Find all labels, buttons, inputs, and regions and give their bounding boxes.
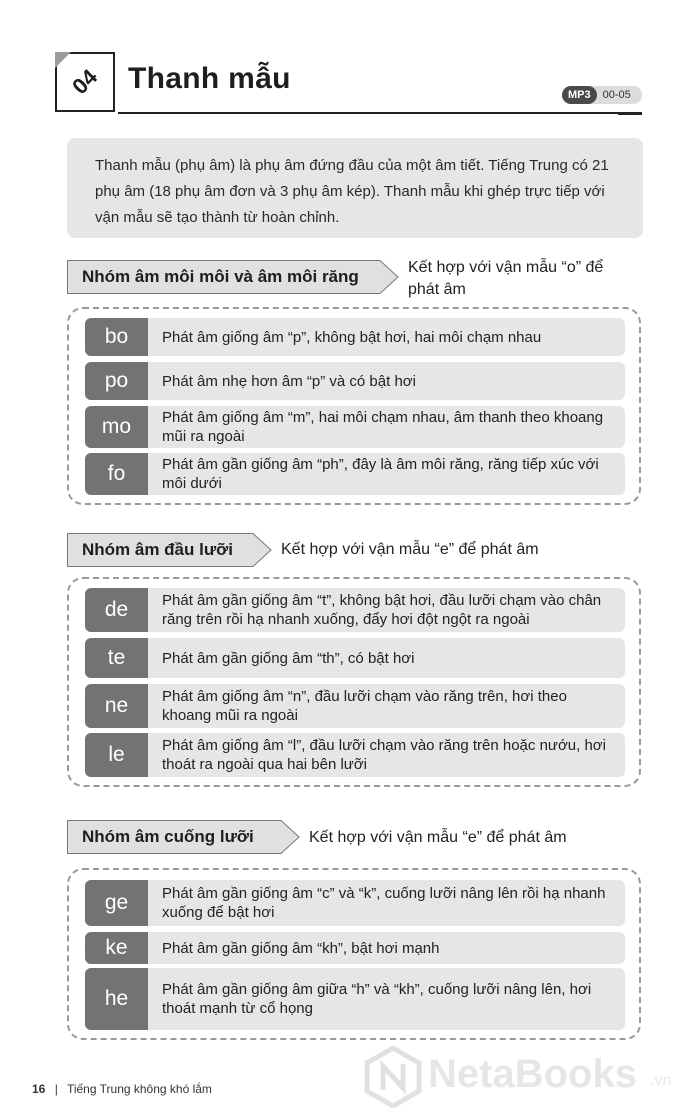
netabooks-watermark bbox=[364, 1042, 684, 1112]
syllable-label: mo bbox=[85, 406, 148, 448]
syllable-label: po bbox=[85, 362, 148, 400]
syllable-row bbox=[85, 932, 625, 964]
netabooks-logo-icon bbox=[364, 1046, 422, 1108]
section-note-line: Kết hợp với vận mẫu “o” để bbox=[408, 259, 604, 276]
syllable-description: Phát âm gần giống âm “c” và “k”, cuống lưỡi nâng lên rồi hạ nhanh xuống để bật hơi bbox=[148, 880, 625, 926]
syllable-row bbox=[85, 684, 625, 728]
section-heading-apical bbox=[67, 533, 271, 567]
intro-box: Thanh mẫu (phụ âm) là phụ âm đứng đầu của một âm tiết. Tiếng Trung có 21 phụ âm (18 phụ âm đơn và 3 phụ âm kép). Thanh mẫu khi ghép trực tiếp với vận mẫu sẽ tạo thành từ hoàn chỉnh. bbox=[67, 138, 643, 238]
page-footer bbox=[32, 1082, 212, 1096]
syllable-description: Phát âm gần giống âm “t”, không bật hơi, đầu lưỡi chạm vào chân răng trên rồi hạ nhanh xuống, đẩy hơi đột ngột ra ngoài bbox=[148, 588, 625, 632]
syllable-row bbox=[85, 880, 625, 926]
syllable-label: le bbox=[85, 733, 148, 777]
syllable-label: he bbox=[85, 968, 148, 1030]
syllable-row bbox=[85, 588, 625, 632]
mp3-track-code: 00-05 bbox=[602, 89, 631, 101]
heading-arrow-icon bbox=[249, 533, 273, 567]
page-title: Thanh mẫu bbox=[128, 62, 291, 95]
syllable-row bbox=[85, 968, 625, 1030]
syllable-row bbox=[85, 318, 625, 356]
section-note: Kết hợp với vận mẫu “e” để phát âm bbox=[309, 829, 567, 846]
syllable-label: bo bbox=[85, 318, 148, 356]
syllable-description: Phát âm giống âm “l”, đầu lưỡi chạm vào răng trên hoặc nướu, hơi thoát ra ngoài qua hai bên lưỡi bbox=[148, 733, 625, 777]
section-note bbox=[408, 257, 668, 301]
syllable-row bbox=[85, 733, 625, 777]
syllable-label: te bbox=[85, 638, 148, 678]
syllable-description: Phát âm gần giống âm giữa “h” và “kh”, cuống lưỡi nâng lên, hơi thoát mạnh từ cổ họng bbox=[148, 968, 625, 1030]
section-heading-label: Nhóm âm cuống lưỡi bbox=[67, 820, 278, 854]
mp3-label: MP3 bbox=[562, 86, 597, 104]
section-heading-label: Nhóm âm môi môi và âm môi răng bbox=[67, 260, 377, 294]
title-underline bbox=[118, 112, 642, 114]
syllable-description: Phát âm giống âm “p”, không bật hơi, hai môi chạm nhau bbox=[148, 318, 625, 356]
watermark-brand: NetaBooks bbox=[428, 1052, 637, 1096]
section-number-badge bbox=[55, 52, 115, 112]
book-title: Tiếng Trung không khó lắm bbox=[66, 1082, 212, 1096]
syllable-description: Phát âm gần giống âm “kh”, bật hơi mạnh bbox=[148, 932, 625, 964]
syllable-row bbox=[85, 406, 625, 448]
syllable-description: Phát âm nhẹ hơn âm “p” và có bật hơi bbox=[148, 362, 625, 400]
heading-arrow-icon bbox=[277, 820, 301, 854]
heading-arrow-icon bbox=[376, 260, 400, 294]
syllable-row bbox=[85, 453, 625, 495]
syllable-label: fo bbox=[85, 453, 148, 495]
syllable-description: Phát âm gần giống âm “th”, có bật hơi bbox=[148, 638, 625, 678]
mp3-underline-accent bbox=[618, 112, 642, 115]
section-number: 04 bbox=[67, 64, 103, 100]
syllable-label: ne bbox=[85, 684, 148, 728]
syllable-description: Phát âm gần giống âm “ph”, đây là âm môi răng, răng tiếp xúc với môi dưới bbox=[148, 453, 625, 495]
mp3-badge bbox=[562, 86, 642, 104]
watermark-suffix: .vn bbox=[650, 1072, 672, 1089]
section-heading-velar bbox=[67, 820, 299, 854]
section-heading-label: Nhóm âm đầu lưỡi bbox=[67, 533, 250, 567]
syllable-label: ke bbox=[85, 932, 148, 964]
syllable-label: de bbox=[85, 588, 148, 632]
section-heading-labial bbox=[67, 260, 399, 294]
syllable-row bbox=[85, 362, 625, 400]
syllable-description: Phát âm giống âm “n”, đầu lưỡi chạm vào răng trên, hơi theo khoang mũi ra ngoài bbox=[148, 684, 625, 728]
section-note: Kết hợp với vận mẫu “e” để phát âm bbox=[281, 541, 539, 558]
syllable-description: Phát âm giống âm “m”, hai môi chạm nhau, âm thanh theo khoang mũi ra ngoài bbox=[148, 406, 625, 448]
page-number: 16 bbox=[32, 1082, 46, 1096]
section-note-line: phát âm bbox=[408, 281, 466, 298]
syllable-label: ge bbox=[85, 880, 148, 926]
footer-separator: | bbox=[54, 1082, 58, 1096]
syllable-row bbox=[85, 638, 625, 678]
